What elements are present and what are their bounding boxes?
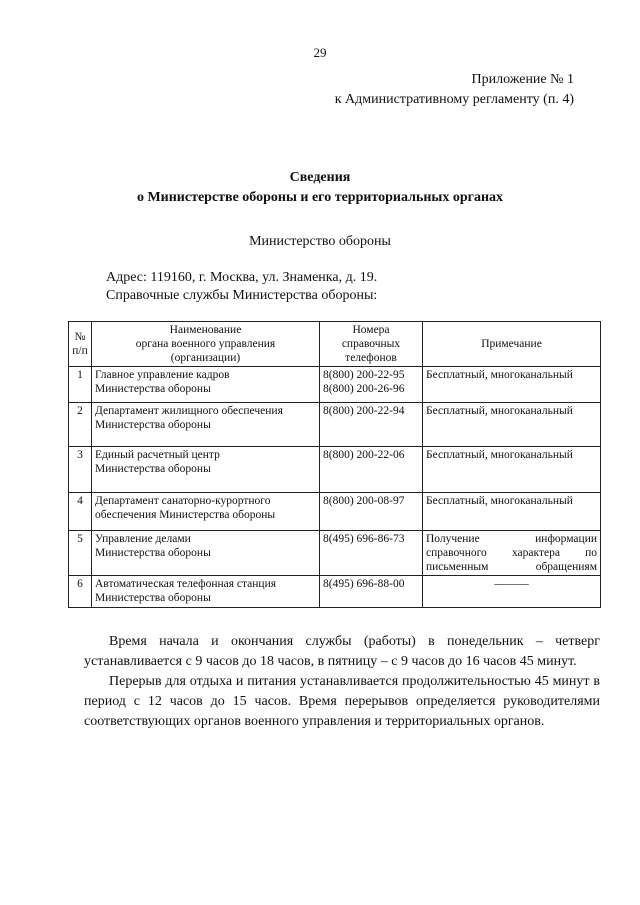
appendix-reference xyxy=(335,70,574,110)
address-line: Адрес: 119160, г. Москва, ул. Знаменка, д. 19. xyxy=(106,270,378,285)
phone-numbers: 8(800) 200-22-94 xyxy=(320,403,423,447)
note-cell xyxy=(423,576,601,608)
organ-name: Главное управление кадров Министерства обороны xyxy=(92,367,320,403)
table-row xyxy=(69,367,601,403)
organ-name: Управление делами Министерства обороны xyxy=(92,531,320,576)
note-cell: Бесплатный, многоканальный xyxy=(423,493,601,531)
header-num: № п/п xyxy=(69,322,92,367)
title-line-1: Сведения xyxy=(289,170,351,185)
header-note: Примечание xyxy=(423,322,601,367)
table-row xyxy=(69,447,601,493)
note-cell: Бесплатный, многоканальный xyxy=(423,447,601,493)
appendix-line-1: Приложение № 1 xyxy=(471,72,574,87)
organ-name: Департамент жилищного обеспечения Министерства обороны xyxy=(92,403,320,447)
document-title xyxy=(0,168,640,208)
header-phones: Номера справочных телефонов xyxy=(320,322,423,367)
header-organ: Наименование органа военного управления (организации) xyxy=(92,322,320,367)
services-intro-line: Справочные службы Министерства обороны: xyxy=(106,288,378,303)
note-cell: Получение информации справочного характера по письменным обращениям xyxy=(423,531,601,576)
paragraph-break-time: Перерыв для отдыха и питания устанавливается продолжительностью 45 минут в период с 12 часов до 15 часов. Время перерывов определяется руководителями соответствующих органов военного управления и территориальных органов. xyxy=(84,674,600,729)
table-row xyxy=(69,531,601,576)
note-cell: Бесплатный, многоканальный xyxy=(423,367,601,403)
row-number: 1 xyxy=(69,367,92,403)
phone-numbers: 8(800) 200-08-97 xyxy=(320,493,423,531)
empty-note-dash: ——— xyxy=(494,578,529,590)
row-number: 6 xyxy=(69,576,92,608)
phone-numbers: 8(495) 696-86-73 xyxy=(320,531,423,576)
phone-numbers: 8(800) 200-22-95 8(800) 200-26-96 xyxy=(320,367,423,403)
organ-name: Департамент санаторно-курортного обеспечения Министерства обороны xyxy=(92,493,320,531)
organ-name: Единый расчетный центр Министерства обороны xyxy=(92,447,320,493)
organ-name: Автоматическая телефонная станция Министерства обороны xyxy=(92,576,320,608)
services-table xyxy=(68,321,601,608)
phone-numbers: 8(495) 696-88-00 xyxy=(320,576,423,608)
row-number: 2 xyxy=(69,403,92,447)
row-number: 3 xyxy=(69,447,92,493)
phone-numbers: 8(800) 200-22-06 xyxy=(320,447,423,493)
appendix-line-2: к Административному регламенту (п. 4) xyxy=(334,92,574,107)
table-header-row xyxy=(69,322,601,367)
title-line-2: о Министерстве обороны и его территориальных органах xyxy=(136,190,504,205)
row-number: 5 xyxy=(69,531,92,576)
section-heading: Министерство обороны xyxy=(249,234,391,249)
address-block xyxy=(106,269,377,305)
note-cell: Бесплатный, многоканальный xyxy=(423,403,601,447)
table-row xyxy=(69,403,601,447)
row-number: 4 xyxy=(69,493,92,531)
table-row xyxy=(69,493,601,531)
table-row xyxy=(69,576,601,608)
page-number: 29 xyxy=(313,45,327,60)
paragraph-working-hours: Время начала и окончания службы (работы) в понедельник – четверг устанавливается с 9 часов до 18 часов, в пятницу – с 9 часов до 16 часов 45 минут. xyxy=(84,634,600,669)
